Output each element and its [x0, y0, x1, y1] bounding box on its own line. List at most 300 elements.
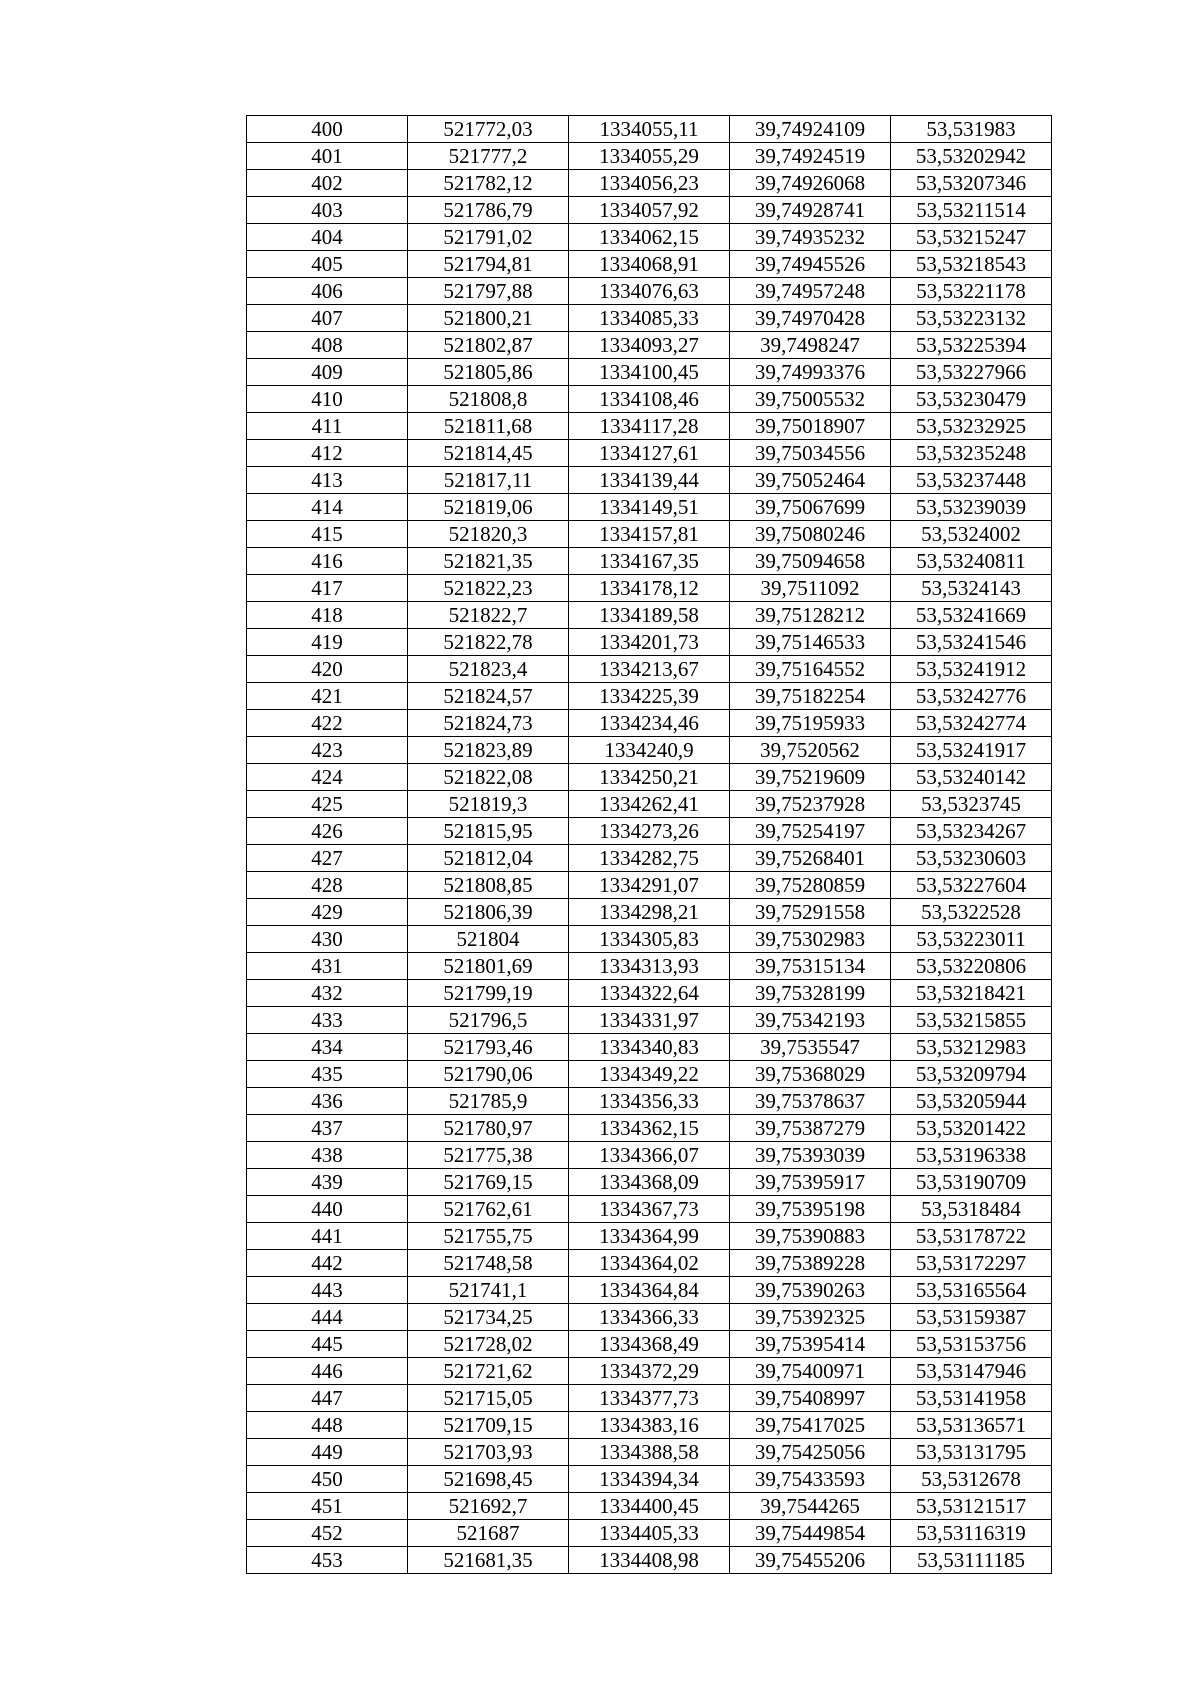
point-number-cell: 443 [247, 1277, 408, 1304]
table-row [247, 656, 1052, 683]
point-number-cell: 446 [247, 1358, 408, 1385]
longitude-cell: 39,75268401 [730, 845, 891, 872]
latitude-cell: 53,53241669 [891, 602, 1052, 629]
y-coordinate-cell: 1334405,33 [569, 1520, 730, 1547]
y-coordinate-cell: 1334234,46 [569, 710, 730, 737]
x-coordinate-cell: 521772,03 [408, 116, 569, 143]
longitude-cell: 39,75067699 [730, 494, 891, 521]
latitude-cell: 53,53235248 [891, 440, 1052, 467]
longitude-cell: 39,75433593 [730, 1466, 891, 1493]
longitude-cell: 39,75018907 [730, 413, 891, 440]
x-coordinate-cell: 521782,12 [408, 170, 569, 197]
longitude-cell: 39,74945526 [730, 251, 891, 278]
longitude-cell: 39,75392325 [730, 1304, 891, 1331]
y-coordinate-cell: 1334057,92 [569, 197, 730, 224]
latitude-cell: 53,53205944 [891, 1088, 1052, 1115]
latitude-cell: 53,53212983 [891, 1034, 1052, 1061]
point-number-cell: 403 [247, 197, 408, 224]
point-number-cell: 432 [247, 980, 408, 1007]
point-number-cell: 417 [247, 575, 408, 602]
longitude-cell: 39,75390883 [730, 1223, 891, 1250]
y-coordinate-cell: 1334240,9 [569, 737, 730, 764]
y-coordinate-cell: 1334282,75 [569, 845, 730, 872]
coordinates-table-body [247, 116, 1052, 1574]
point-number-cell: 435 [247, 1061, 408, 1088]
y-coordinate-cell: 1334364,99 [569, 1223, 730, 1250]
table-row [247, 818, 1052, 845]
x-coordinate-cell: 521821,35 [408, 548, 569, 575]
latitude-cell: 53,53207346 [891, 170, 1052, 197]
point-number-cell: 424 [247, 764, 408, 791]
y-coordinate-cell: 1334189,58 [569, 602, 730, 629]
x-coordinate-cell: 521777,2 [408, 143, 569, 170]
table-row [247, 872, 1052, 899]
longitude-cell: 39,75146533 [730, 629, 891, 656]
table-row [247, 1061, 1052, 1088]
x-coordinate-cell: 521817,11 [408, 467, 569, 494]
x-coordinate-cell: 521780,97 [408, 1115, 569, 1142]
table-row [247, 332, 1052, 359]
y-coordinate-cell: 1334367,73 [569, 1196, 730, 1223]
latitude-cell: 53,53172297 [891, 1250, 1052, 1277]
point-number-cell: 426 [247, 818, 408, 845]
table-row [247, 1439, 1052, 1466]
longitude-cell: 39,75408997 [730, 1385, 891, 1412]
table-row [247, 278, 1052, 305]
longitude-cell: 39,75417025 [730, 1412, 891, 1439]
x-coordinate-cell: 521808,85 [408, 872, 569, 899]
point-number-cell: 431 [247, 953, 408, 980]
y-coordinate-cell: 1334383,16 [569, 1412, 730, 1439]
table-row [247, 1493, 1052, 1520]
y-coordinate-cell: 1334366,33 [569, 1304, 730, 1331]
longitude-cell: 39,7511092 [730, 575, 891, 602]
longitude-cell: 39,75182254 [730, 683, 891, 710]
latitude-cell: 53,53241546 [891, 629, 1052, 656]
latitude-cell: 53,53230479 [891, 386, 1052, 413]
latitude-cell: 53,5324143 [891, 575, 1052, 602]
table-row [247, 116, 1052, 143]
x-coordinate-cell: 521822,08 [408, 764, 569, 791]
y-coordinate-cell: 1334262,41 [569, 791, 730, 818]
longitude-cell: 39,7520562 [730, 737, 891, 764]
longitude-cell: 39,74924519 [730, 143, 891, 170]
y-coordinate-cell: 1334062,15 [569, 224, 730, 251]
y-coordinate-cell: 1334305,83 [569, 926, 730, 953]
point-number-cell: 422 [247, 710, 408, 737]
point-number-cell: 400 [247, 116, 408, 143]
y-coordinate-cell: 1334273,26 [569, 818, 730, 845]
longitude-cell: 39,75387279 [730, 1115, 891, 1142]
point-number-cell: 445 [247, 1331, 408, 1358]
table-row [247, 602, 1052, 629]
point-number-cell: 410 [247, 386, 408, 413]
longitude-cell: 39,74993376 [730, 359, 891, 386]
longitude-cell: 39,75395414 [730, 1331, 891, 1358]
latitude-cell: 53,53240811 [891, 548, 1052, 575]
y-coordinate-cell: 1334139,44 [569, 467, 730, 494]
table-row [247, 1520, 1052, 1547]
point-number-cell: 409 [247, 359, 408, 386]
table-row [247, 1169, 1052, 1196]
longitude-cell: 39,75368029 [730, 1061, 891, 1088]
x-coordinate-cell: 521748,58 [408, 1250, 569, 1277]
x-coordinate-cell: 521791,02 [408, 224, 569, 251]
y-coordinate-cell: 1334055,29 [569, 143, 730, 170]
y-coordinate-cell: 1334377,73 [569, 1385, 730, 1412]
y-coordinate-cell: 1334291,07 [569, 872, 730, 899]
longitude-cell: 39,74924109 [730, 116, 891, 143]
y-coordinate-cell: 1334213,67 [569, 656, 730, 683]
y-coordinate-cell: 1334149,51 [569, 494, 730, 521]
table-row [247, 1547, 1052, 1574]
point-number-cell: 423 [247, 737, 408, 764]
latitude-cell: 53,53147946 [891, 1358, 1052, 1385]
latitude-cell: 53,53201422 [891, 1115, 1052, 1142]
longitude-cell: 39,75291558 [730, 899, 891, 926]
y-coordinate-cell: 1334100,45 [569, 359, 730, 386]
table-row [247, 1412, 1052, 1439]
latitude-cell: 53,53209794 [891, 1061, 1052, 1088]
longitude-cell: 39,75455206 [730, 1547, 891, 1574]
point-number-cell: 428 [247, 872, 408, 899]
latitude-cell: 53,5324002 [891, 521, 1052, 548]
longitude-cell: 39,7498247 [730, 332, 891, 359]
y-coordinate-cell: 1334349,22 [569, 1061, 730, 1088]
latitude-cell: 53,53220806 [891, 953, 1052, 980]
point-number-cell: 444 [247, 1304, 408, 1331]
table-row [247, 1034, 1052, 1061]
x-coordinate-cell: 521823,89 [408, 737, 569, 764]
x-coordinate-cell: 521812,04 [408, 845, 569, 872]
table-row [247, 575, 1052, 602]
y-coordinate-cell: 1334362,15 [569, 1115, 730, 1142]
point-number-cell: 414 [247, 494, 408, 521]
longitude-cell: 39,75164552 [730, 656, 891, 683]
point-number-cell: 434 [247, 1034, 408, 1061]
point-number-cell: 437 [247, 1115, 408, 1142]
point-number-cell: 433 [247, 1007, 408, 1034]
longitude-cell: 39,75400971 [730, 1358, 891, 1385]
y-coordinate-cell: 1334167,35 [569, 548, 730, 575]
point-number-cell: 453 [247, 1547, 408, 1574]
y-coordinate-cell: 1334364,84 [569, 1277, 730, 1304]
x-coordinate-cell: 521692,7 [408, 1493, 569, 1520]
x-coordinate-cell: 521801,69 [408, 953, 569, 980]
longitude-cell: 39,75254197 [730, 818, 891, 845]
table-row [247, 386, 1052, 413]
point-number-cell: 449 [247, 1439, 408, 1466]
x-coordinate-cell: 521824,73 [408, 710, 569, 737]
table-row [247, 467, 1052, 494]
latitude-cell: 53,53241917 [891, 737, 1052, 764]
latitude-cell: 53,53234267 [891, 818, 1052, 845]
table-row [247, 197, 1052, 224]
y-coordinate-cell: 1334108,46 [569, 386, 730, 413]
table-row [247, 440, 1052, 467]
latitude-cell: 53,53227966 [891, 359, 1052, 386]
x-coordinate-cell: 521822,7 [408, 602, 569, 629]
y-coordinate-cell: 1334076,63 [569, 278, 730, 305]
point-number-cell: 420 [247, 656, 408, 683]
point-number-cell: 438 [247, 1142, 408, 1169]
y-coordinate-cell: 1334225,39 [569, 683, 730, 710]
x-coordinate-cell: 521698,45 [408, 1466, 569, 1493]
point-number-cell: 421 [247, 683, 408, 710]
latitude-cell: 53,53225394 [891, 332, 1052, 359]
longitude-cell: 39,75128212 [730, 602, 891, 629]
point-number-cell: 448 [247, 1412, 408, 1439]
y-coordinate-cell: 1334055,11 [569, 116, 730, 143]
point-number-cell: 450 [247, 1466, 408, 1493]
latitude-cell: 53,531983 [891, 116, 1052, 143]
table-row [247, 1385, 1052, 1412]
latitude-cell: 53,53153756 [891, 1331, 1052, 1358]
point-number-cell: 442 [247, 1250, 408, 1277]
longitude-cell: 39,74970428 [730, 305, 891, 332]
table-row [247, 359, 1052, 386]
x-coordinate-cell: 521811,68 [408, 413, 569, 440]
x-coordinate-cell: 521805,86 [408, 359, 569, 386]
y-coordinate-cell: 1334372,29 [569, 1358, 730, 1385]
x-coordinate-cell: 521797,88 [408, 278, 569, 305]
table-row [247, 1223, 1052, 1250]
y-coordinate-cell: 1334408,98 [569, 1547, 730, 1574]
latitude-cell: 53,53218421 [891, 980, 1052, 1007]
latitude-cell: 53,53190709 [891, 1169, 1052, 1196]
y-coordinate-cell: 1334388,58 [569, 1439, 730, 1466]
table-row [247, 1277, 1052, 1304]
x-coordinate-cell: 521790,06 [408, 1061, 569, 1088]
latitude-cell: 53,53239039 [891, 494, 1052, 521]
longitude-cell: 39,75052464 [730, 467, 891, 494]
point-number-cell: 419 [247, 629, 408, 656]
longitude-cell: 39,75034556 [730, 440, 891, 467]
y-coordinate-cell: 1334178,12 [569, 575, 730, 602]
x-coordinate-cell: 521785,9 [408, 1088, 569, 1115]
latitude-cell: 53,53232925 [891, 413, 1052, 440]
latitude-cell: 53,5312678 [891, 1466, 1052, 1493]
point-number-cell: 440 [247, 1196, 408, 1223]
x-coordinate-cell: 521728,02 [408, 1331, 569, 1358]
longitude-cell: 39,75280859 [730, 872, 891, 899]
x-coordinate-cell: 521755,75 [408, 1223, 569, 1250]
y-coordinate-cell: 1334356,33 [569, 1088, 730, 1115]
point-number-cell: 407 [247, 305, 408, 332]
x-coordinate-cell: 521820,3 [408, 521, 569, 548]
y-coordinate-cell: 1334313,93 [569, 953, 730, 980]
longitude-cell: 39,75195933 [730, 710, 891, 737]
y-coordinate-cell: 1334068,91 [569, 251, 730, 278]
latitude-cell: 53,5322528 [891, 899, 1052, 926]
point-number-cell: 439 [247, 1169, 408, 1196]
point-number-cell: 451 [247, 1493, 408, 1520]
latitude-cell: 53,53202942 [891, 143, 1052, 170]
x-coordinate-cell: 521681,35 [408, 1547, 569, 1574]
table-row [247, 1088, 1052, 1115]
point-number-cell: 402 [247, 170, 408, 197]
latitude-cell: 53,53165564 [891, 1277, 1052, 1304]
point-number-cell: 411 [247, 413, 408, 440]
latitude-cell: 53,53159387 [891, 1304, 1052, 1331]
latitude-cell: 53,53196338 [891, 1142, 1052, 1169]
x-coordinate-cell: 521786,79 [408, 197, 569, 224]
x-coordinate-cell: 521703,93 [408, 1439, 569, 1466]
longitude-cell: 39,75395917 [730, 1169, 891, 1196]
longitude-cell: 39,75219609 [730, 764, 891, 791]
x-coordinate-cell: 521802,87 [408, 332, 569, 359]
x-coordinate-cell: 521819,06 [408, 494, 569, 521]
table-row [247, 1304, 1052, 1331]
coordinates-table [246, 115, 1052, 1574]
y-coordinate-cell: 1334157,81 [569, 521, 730, 548]
table-row [247, 548, 1052, 575]
latitude-cell: 53,53215855 [891, 1007, 1052, 1034]
longitude-cell: 39,75302983 [730, 926, 891, 953]
y-coordinate-cell: 1334201,73 [569, 629, 730, 656]
y-coordinate-cell: 1334085,33 [569, 305, 730, 332]
table-row [247, 1142, 1052, 1169]
table-row [247, 224, 1052, 251]
table-row [247, 791, 1052, 818]
point-number-cell: 408 [247, 332, 408, 359]
x-coordinate-cell: 521687 [408, 1520, 569, 1547]
longitude-cell: 39,74928741 [730, 197, 891, 224]
longitude-cell: 39,74957248 [730, 278, 891, 305]
latitude-cell: 53,53227604 [891, 872, 1052, 899]
point-number-cell: 418 [247, 602, 408, 629]
x-coordinate-cell: 521715,05 [408, 1385, 569, 1412]
x-coordinate-cell: 521762,61 [408, 1196, 569, 1223]
longitude-cell: 39,75449854 [730, 1520, 891, 1547]
longitude-cell: 39,74935232 [730, 224, 891, 251]
latitude-cell: 53,53116319 [891, 1520, 1052, 1547]
table-row [247, 1331, 1052, 1358]
x-coordinate-cell: 521822,23 [408, 575, 569, 602]
x-coordinate-cell: 521815,95 [408, 818, 569, 845]
table-row [247, 764, 1052, 791]
table-row [247, 494, 1052, 521]
x-coordinate-cell: 521804 [408, 926, 569, 953]
latitude-cell: 53,53240142 [891, 764, 1052, 791]
latitude-cell: 53,53136571 [891, 1412, 1052, 1439]
latitude-cell: 53,53237448 [891, 467, 1052, 494]
table-row [247, 980, 1052, 1007]
latitude-cell: 53,53141958 [891, 1385, 1052, 1412]
table-row [247, 1250, 1052, 1277]
latitude-cell: 53,53242776 [891, 683, 1052, 710]
table-row [247, 1358, 1052, 1385]
longitude-cell: 39,75425056 [730, 1439, 891, 1466]
y-coordinate-cell: 1334117,28 [569, 413, 730, 440]
latitude-cell: 53,53211514 [891, 197, 1052, 224]
table-row [247, 143, 1052, 170]
table-row [247, 629, 1052, 656]
x-coordinate-cell: 521824,57 [408, 683, 569, 710]
longitude-cell: 39,75315134 [730, 953, 891, 980]
latitude-cell: 53,53131795 [891, 1439, 1052, 1466]
longitude-cell: 39,75393039 [730, 1142, 891, 1169]
latitude-cell: 53,53121517 [891, 1493, 1052, 1520]
point-number-cell: 413 [247, 467, 408, 494]
x-coordinate-cell: 521822,78 [408, 629, 569, 656]
point-number-cell: 401 [247, 143, 408, 170]
x-coordinate-cell: 521794,81 [408, 251, 569, 278]
longitude-cell: 39,75080246 [730, 521, 891, 548]
point-number-cell: 436 [247, 1088, 408, 1115]
latitude-cell: 53,53178722 [891, 1223, 1052, 1250]
table-row [247, 413, 1052, 440]
table-row [247, 251, 1052, 278]
longitude-cell: 39,75378637 [730, 1088, 891, 1115]
table-row [247, 1115, 1052, 1142]
point-number-cell: 452 [247, 1520, 408, 1547]
table-row [247, 305, 1052, 332]
x-coordinate-cell: 521814,45 [408, 440, 569, 467]
latitude-cell: 53,53230603 [891, 845, 1052, 872]
table-row [247, 1466, 1052, 1493]
x-coordinate-cell: 521808,8 [408, 386, 569, 413]
point-number-cell: 427 [247, 845, 408, 872]
y-coordinate-cell: 1334056,23 [569, 170, 730, 197]
y-coordinate-cell: 1334400,45 [569, 1493, 730, 1520]
table-row [247, 170, 1052, 197]
x-coordinate-cell: 521823,4 [408, 656, 569, 683]
point-number-cell: 404 [247, 224, 408, 251]
latitude-cell: 53,5318484 [891, 1196, 1052, 1223]
latitude-cell: 53,53223011 [891, 926, 1052, 953]
longitude-cell: 39,75390263 [730, 1277, 891, 1304]
table-row [247, 845, 1052, 872]
x-coordinate-cell: 521721,62 [408, 1358, 569, 1385]
latitude-cell: 53,53221178 [891, 278, 1052, 305]
longitude-cell: 39,75342193 [730, 1007, 891, 1034]
y-coordinate-cell: 1334368,49 [569, 1331, 730, 1358]
x-coordinate-cell: 521796,5 [408, 1007, 569, 1034]
y-coordinate-cell: 1334366,07 [569, 1142, 730, 1169]
point-number-cell: 430 [247, 926, 408, 953]
table-row [247, 521, 1052, 548]
latitude-cell: 53,53223132 [891, 305, 1052, 332]
longitude-cell: 39,75395198 [730, 1196, 891, 1223]
table-row [247, 683, 1052, 710]
point-number-cell: 441 [247, 1223, 408, 1250]
point-number-cell: 406 [247, 278, 408, 305]
longitude-cell: 39,7544265 [730, 1493, 891, 1520]
table-row [247, 710, 1052, 737]
x-coordinate-cell: 521799,19 [408, 980, 569, 1007]
point-number-cell: 416 [247, 548, 408, 575]
x-coordinate-cell: 521775,38 [408, 1142, 569, 1169]
point-number-cell: 447 [247, 1385, 408, 1412]
y-coordinate-cell: 1334394,34 [569, 1466, 730, 1493]
point-number-cell: 405 [247, 251, 408, 278]
y-coordinate-cell: 1334250,21 [569, 764, 730, 791]
latitude-cell: 53,5323745 [891, 791, 1052, 818]
x-coordinate-cell: 521734,25 [408, 1304, 569, 1331]
x-coordinate-cell: 521800,21 [408, 305, 569, 332]
x-coordinate-cell: 521793,46 [408, 1034, 569, 1061]
table-row [247, 737, 1052, 764]
longitude-cell: 39,75005532 [730, 386, 891, 413]
table-row [247, 1007, 1052, 1034]
x-coordinate-cell: 521806,39 [408, 899, 569, 926]
y-coordinate-cell: 1334322,64 [569, 980, 730, 1007]
x-coordinate-cell: 521769,15 [408, 1169, 569, 1196]
point-number-cell: 429 [247, 899, 408, 926]
y-coordinate-cell: 1334298,21 [569, 899, 730, 926]
table-row [247, 1196, 1052, 1223]
